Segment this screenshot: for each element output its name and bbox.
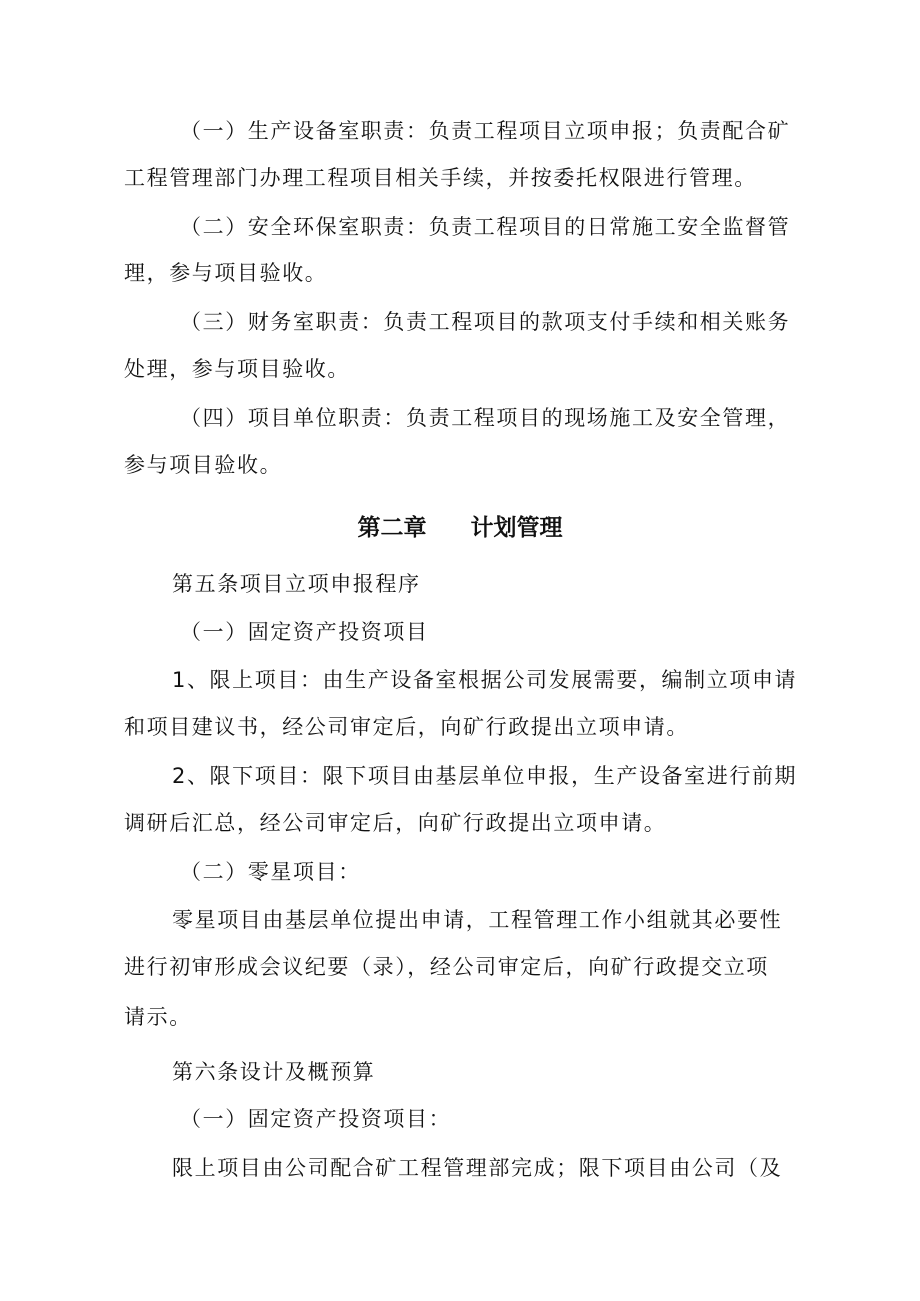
paragraph-line: （一）生产设备室职责：负责工程项目立项申报；负责配合矿 [180, 119, 791, 143]
paragraph-line: 参与项目验收。 [124, 453, 283, 477]
article-heading: 第六条设计及概预算 [172, 1060, 376, 1084]
section-heading: （一）固定资产投资项目： [180, 1107, 452, 1131]
paragraph-line: 请示。 [124, 1005, 192, 1029]
paragraph-line: （三）财务室职责：负责工程项目的款项支付手续和相关账务 [180, 310, 791, 334]
chapter-heading [0, 512, 920, 544]
chapter-title: 计划管理 [470, 515, 563, 541]
paragraph-line: 零星项目由基层单位提出申请，工程管理工作小组就其必要性 [172, 908, 783, 932]
paragraph-line: 和项目建议书，经公司审定后，向矿行政提出立项申请。 [124, 715, 689, 739]
paragraph-line: 1、限上项目：由生产设备室根据公司发展需要，编制立项申请 [172, 668, 798, 692]
paragraph-line: （二）安全环保室职责：负责工程项目的日常施工安全监督管 [180, 215, 791, 239]
article-heading: 第五条项目立项申报程序 [172, 572, 421, 596]
paragraph-line: （四）项目单位职责：负责工程项目的现场施工及安全管理， [180, 406, 791, 430]
paragraph-line: 限上项目由公司配合矿工程管理部完成；限下项目由公司（及 [172, 1156, 783, 1180]
paragraph-line: 2、限下项目：限下项目由基层单位申报，生产设备室进行前期 [172, 764, 798, 788]
paragraph-line: 工程管理部门办理工程项目相关手续，并按委托权限进行管理。 [124, 166, 757, 190]
paragraph-line: 进行初审形成会议纪要（录），经公司审定后，向矿行政提交立项 [124, 955, 769, 979]
paragraph-line: 调研后汇总，经公司审定后，向矿行政提出立项申请。 [124, 811, 667, 835]
chapter-number: 第二章 [357, 515, 427, 541]
paragraph-line: 理，参与项目验收。 [124, 261, 328, 285]
section-heading: （一）固定资产投资项目 [180, 620, 429, 644]
paragraph-line: 处理，参与项目验收。 [124, 357, 350, 381]
section-heading: （二）零星项目： [180, 860, 361, 884]
